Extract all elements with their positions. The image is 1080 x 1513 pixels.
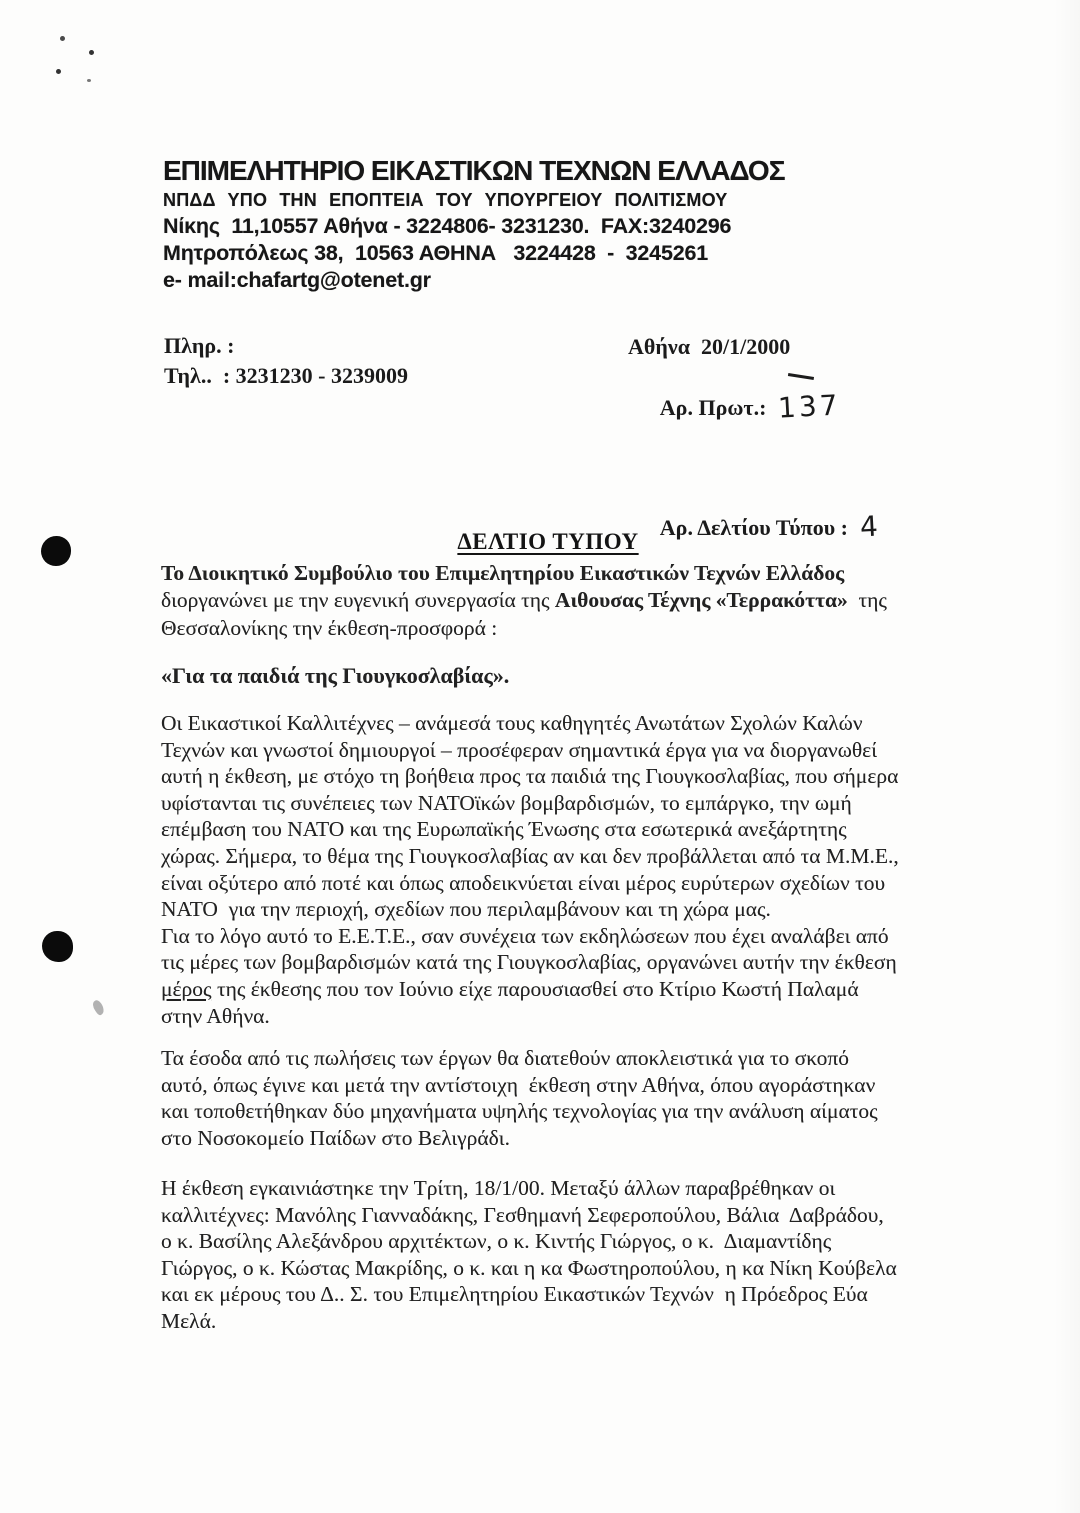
text-line: και εκ μέρους του Δ.. Σ. του Επιμελητηρίου Εικαστικών Τεχνών η Πρόεδρος Εύα <box>161 1282 868 1307</box>
press-bulletin-number-handwritten: 4 <box>859 509 882 544</box>
reference-left-column <box>164 331 408 391</box>
text-line: χώρας. Σήμερα, το θέμα της Γιουγκοσλαβίας αν και δεν προβάλλεται από τα Μ.Μ.Ε., <box>161 843 899 868</box>
scan-speck <box>87 79 91 82</box>
gallery-name-bold: Αιθουσας Τέχνης «Τερρακόττα» <box>554 588 848 613</box>
text-line: Τεχνών και γνωστοί δημιουργοί – προσέφεραν σημαντικά έργα για να διοργανωθεί <box>161 737 877 762</box>
press-bulletin-number-row <box>628 482 881 573</box>
contact-label: Πληρ. : <box>164 333 235 358</box>
text-line: Τα έσοδα από τις πωλήσεις των έργων θα διατεθούν αποκλειστικά για το σκοπό <box>161 1046 849 1070</box>
handwritten-seven-crossbar <box>788 372 814 379</box>
text-line: ο κ. Βασίλης Αλεξάνδρου αρχιτέκτων, ο κ. Κιντής Γιώργος, ο κ. Διαμαντίδης <box>161 1229 832 1254</box>
text-line: Οι Εικαστικοί Καλλιτέχνες – ανάμεσά τους καθηγητές Ανωτάτων Σχολών Καλών <box>161 711 863 735</box>
text-line: Θεσσαλονίκης την έκθεση-προσφορά : <box>161 615 498 640</box>
text-line: αυτή η έκθεση, με στόχο τη βοήθεια προς τα παιδιά της Γιουγκοσλαβίας, που σήμερα <box>161 764 899 789</box>
text-line: αυτό, όπως έγινε και μετά την αντίστοιχη έκθεση στην Αθήνα, όπου αγοράστηκαν <box>161 1072 876 1097</box>
text-line: και τοποθετήθηκαν δύο μηχανήματα υψηλής τεχνολογίας για την ανάλυση αίματος <box>161 1099 878 1124</box>
document-title <box>163 529 933 555</box>
protocol-number-row <box>628 362 881 482</box>
protocol-number-handwritten: 137 <box>777 388 842 425</box>
email-line: e- mail:chafartg@otenet.gr <box>163 268 431 292</box>
text-line: στην Αθήνα. <box>161 1003 270 1028</box>
text-line: Μελά. <box>161 1308 217 1333</box>
text-line: επέμβαση του ΝΑΤΟ και της Ευρωπαϊκής Ένωσης στα εσωτερικά ανεξάρτητης <box>161 817 847 842</box>
address-line-2: Μητροπόλεως 38, 10563 ΑΘΗΝΑ 3224428 - 3245261 <box>163 241 708 265</box>
document-title-text: ΔΕΛΤΙΟ ΤΥΠΟΥ <box>457 529 639 555</box>
organization-name: ΕΠΙΜΕΛΗΤΗΡΙΟ ΕΙΚΑΣΤΙΚΩΝ ΤΕΧΝΩΝ ΕΛΛΑΔΟΣ <box>163 155 785 186</box>
phone-line: Τηλ.. : 3231230 - 3239009 <box>164 363 408 388</box>
opening-event-paragraph <box>161 1175 961 1335</box>
text-line: Γιώργος, ο κ. Κώστας Μακρίδης, ο κ. και η κα Φωστηροπούλου, η κα Νίκη Κούβελα <box>161 1255 897 1280</box>
text-run: διοργανώνει με την ευγενική συνεργασία της <box>161 588 555 613</box>
text-run: της <box>847 588 887 613</box>
text-run: της έκθεσης που τον Ιούνιο είχε παρουσιασθεί στο Κτίριο Κωστή Παλαμά <box>211 976 859 1001</box>
protocol-label: Αρ. Πρωτ.: <box>659 395 767 420</box>
scan-speck <box>60 36 65 41</box>
scan-speck <box>56 69 61 74</box>
text-line: Για το λόγο αυτό το Ε.Ε.Τ.Ε., σαν συνέχεια των εκδηλώσεων που έχει αναλάβει από <box>161 923 889 948</box>
text-line: είναι οξύτερο από ποτέ και όπως αποδεικνύεται είναι μέρος ευρύτερων σχεδίων του <box>161 870 886 895</box>
text-line: στο Νοσοκομείο Παίδων στο Βελιγράδι. <box>161 1125 510 1150</box>
text-line <box>161 587 961 614</box>
scan-speck <box>89 50 94 55</box>
intro-paragraph <box>161 560 961 642</box>
ink-smudge <box>91 999 107 1016</box>
supervision-line: ΝΠΔΔ ΥΠΟ ΤΗΝ ΕΠΟΠΤΕΙΑ ΤΟΥ ΥΠΟΥΡΓΕΙΟΥ ΠΟΛΙΤΙΣΜΟΥ <box>163 190 728 210</box>
underlined-word: μέρος <box>161 976 212 1001</box>
ink-dot-bottom <box>42 931 73 962</box>
ink-dot-top <box>41 536 71 566</box>
text-line: υφίστανται τις συνέπειες των ΝΑΤΟϊκών βομβαρδισμών, το εμπάργκο, την ωμή <box>161 790 852 815</box>
text-line <box>161 976 961 1003</box>
text-line: τις μέρες των βομβαρδισμών κατά της Γιουγκοσλαβίας, οργανώνει αυτήν την έκθεση <box>161 950 897 975</box>
text-line: Το Διοικητικό Συμβούλιο του Επιμελητηρίου Εικαστικών Τεχνών Ελλάδος <box>161 561 845 585</box>
text-line: ΝΑΤΟ για την περιοχή, σχεδίων που περιλαμβάνουν και τη χώρα μας. <box>161 897 771 922</box>
exhibition-title: «Για τα παιδιά της Γιουγκοσλαβίας». <box>161 663 510 688</box>
proceeds-paragraph <box>161 1045 961 1151</box>
city-date: Αθήνα 20/1/2000 <box>628 334 791 359</box>
letterhead <box>163 155 785 294</box>
main-paragraph <box>161 710 961 1029</box>
press-bulletin-label: Αρ. Δελτίου Τύπου : <box>659 515 848 540</box>
address-line-1: Νίκης 11,10557 Αθήνα - 3224806- 3231230. FAX:3240296 <box>163 214 732 238</box>
text-line: Η έκθεση εγκαινιάστηκε την Τρίτη, 18/1/00. Μεταξύ άλλων παραβρέθηκαν οι <box>161 1176 836 1200</box>
text-line: καλλιτέχνες: Μανόλης Γιανναδάκης, Γεσθημανή Σεφεροπούλου, Βάλια Δαβράδου, <box>161 1202 884 1227</box>
